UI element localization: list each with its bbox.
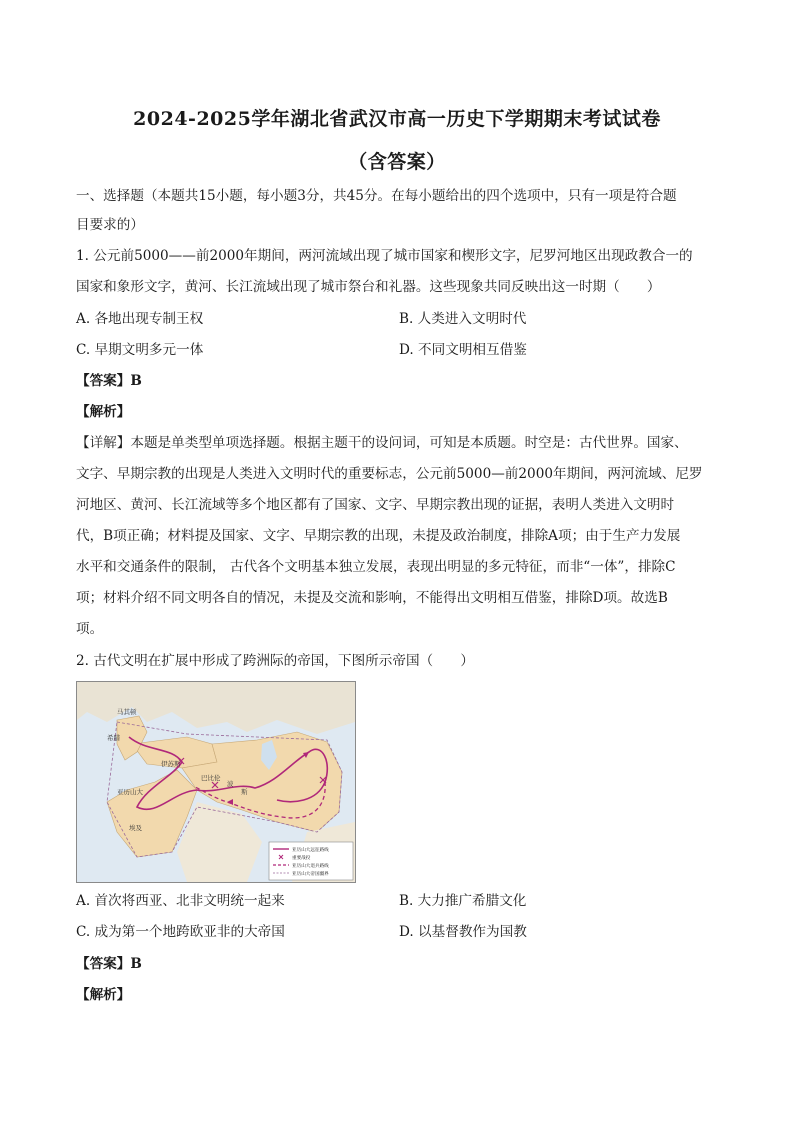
q1-explanation: 项。	[76, 621, 104, 637]
q2-stem: 2. 古代文明在扩展中形成了跨洲际的帝国，下图所示帝国（ ）	[76, 653, 474, 669]
q2-option-b[interactable]: B. 大力推广希腊文化	[399, 893, 527, 909]
legend-label: 亚历山大退兵路线	[292, 864, 329, 869]
q1-explanation: 文字、早期宗教的出现是人类进入文明时代的重要标志，公元前5000—前2000年期间，两河流域、尼罗	[76, 466, 703, 482]
q1-answer: 【答案】B	[76, 373, 142, 389]
q1-explanation: 项；材料介绍不同文明各自的情况，未提及交流和影响，不能得出文明相互借鉴，排除D项。故选B	[76, 590, 668, 606]
q1-stem: 1. 公元前5000——前2000年期间，两河流域出现了城市国家和楔形文字，尼罗河地区出现政教合一的	[76, 248, 693, 264]
q1-explanation: 【详解】本题是单类型单项选择题。根据主题干的设问词，可知是本质题。时空是：古代世界。国家、	[76, 435, 688, 451]
map-svg	[77, 682, 355, 882]
map-legend	[269, 842, 353, 880]
q2-analysis-label: 【解析】	[76, 987, 131, 1003]
map-label-issus: 伊苏斯	[161, 760, 181, 768]
q1-option-c[interactable]: C. 早期文明多元一体	[76, 342, 204, 358]
q1-option-b[interactable]: B. 人类进入文明时代	[399, 311, 527, 327]
q1-stem-cont: 国家和象形文字，黄河、长江流域出现了城市祭台和礼器。这些现象共同反映出这一时期（ ）	[76, 279, 661, 295]
legend-label: 亚历山大帝国疆界	[292, 872, 329, 877]
q1-explanation: 水平和交通条件的限制， 古代各个文明基本独立发展，表现出明显的多元特征，而非“一体”，排除C	[76, 559, 676, 575]
map-label-alexandria: 亚历山大	[117, 788, 143, 796]
page-title: 2024-2025学年湖北省武汉市高一历史下学期期末考试试卷	[133, 108, 661, 130]
map-label-persia: 波	[227, 780, 234, 788]
q2-option-a[interactable]: A. 首次将西亚、北非文明统一起来	[76, 893, 285, 909]
q1-analysis-label: 【解析】	[76, 404, 131, 420]
q2-answer: 【答案】B	[76, 956, 142, 972]
alexander-empire-map	[76, 681, 356, 883]
legend-label: 亚历山大远征路线	[292, 848, 329, 853]
map-label-greece: 希腊	[107, 734, 120, 742]
legend-label: 重要战役	[292, 856, 311, 861]
q1-explanation: 代，B项正确；材料提及国家、文字、早期宗教的出现，未提及政治制度，排除A项；由于生产力发展	[76, 528, 681, 544]
map-label-macedonia: 马其顿	[117, 708, 137, 716]
section-heading: 一、选择题（本题共15小题，每小题3分，共45分。在每小题给出的四个选项中，只有一项是符合题	[76, 188, 677, 204]
map-label-persia: 斯	[241, 788, 248, 796]
q1-option-d[interactable]: D. 不同文明相互借鉴	[399, 342, 527, 358]
page-subtitle: （含答案）	[348, 151, 446, 173]
map-label-babylon: 巴比伦	[201, 774, 221, 782]
map-label-egypt: 埃及	[129, 824, 142, 832]
q1-explanation: 河地区、黄河、长江流域等多个地区都有了国家、文字、早期宗教出现的证据，表明人类进入文明时	[76, 497, 675, 513]
q2-option-d[interactable]: D. 以基督教作为国教	[399, 924, 527, 940]
section-heading-cont: 目要求的）	[76, 217, 144, 233]
q1-option-a[interactable]: A. 各地出现专制王权	[76, 311, 204, 327]
q2-option-c[interactable]: C. 成为第一个地跨欧亚非的大帝国	[76, 924, 285, 940]
